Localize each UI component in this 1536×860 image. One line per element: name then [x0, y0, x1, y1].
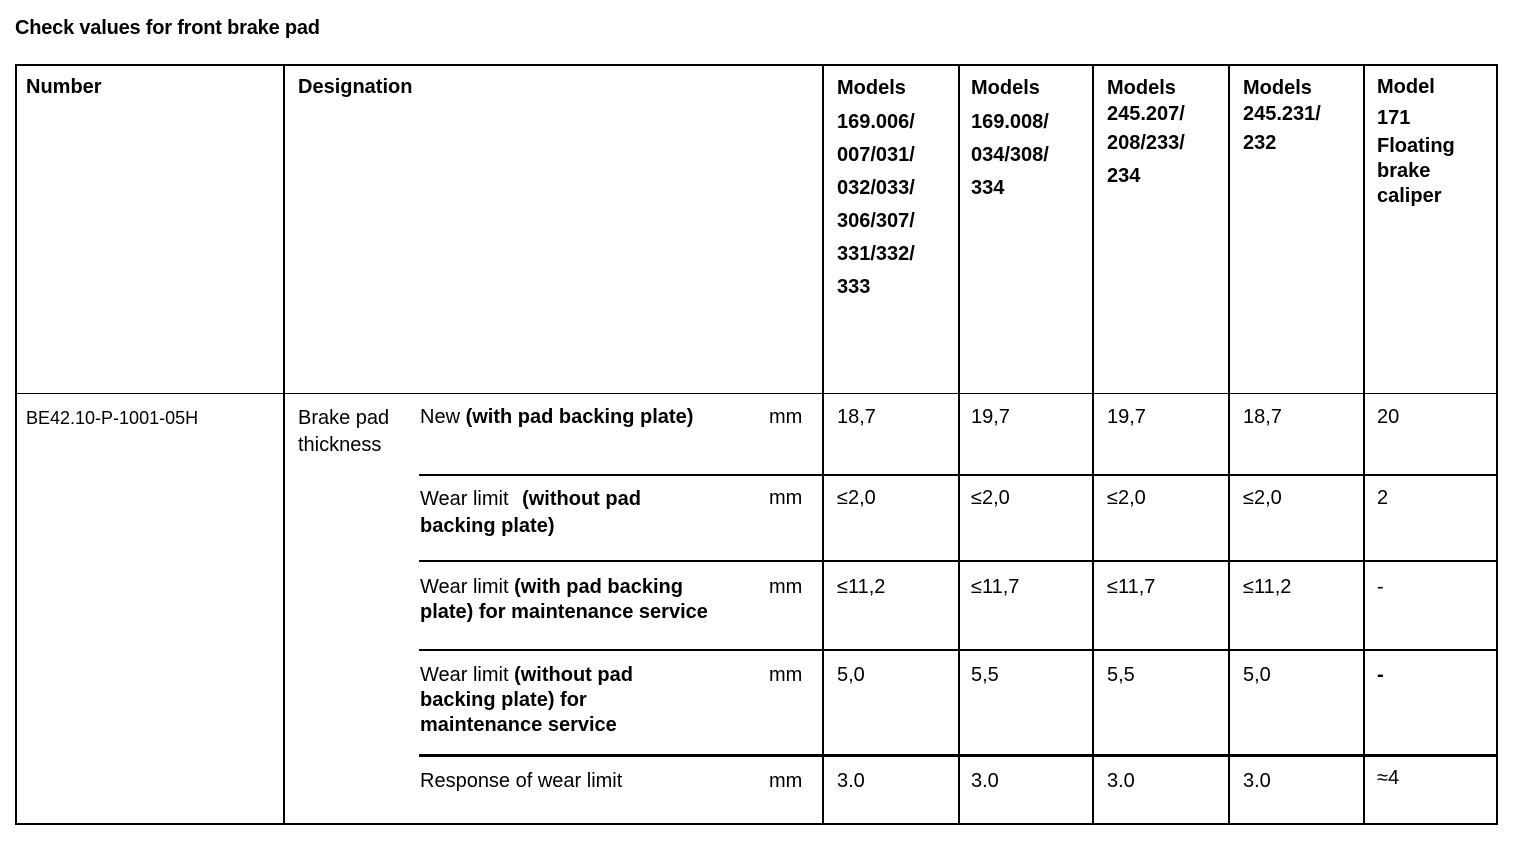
row-value: 19,7: [1107, 406, 1146, 428]
row-label-bold: (without pad: [514, 664, 633, 686]
row-value: 2: [1377, 487, 1389, 509]
row-label-bold: (with pad backing: [514, 576, 683, 598]
row-value: ≤2,0: [837, 487, 876, 509]
model-code: 245.207/: [1107, 103, 1185, 125]
header-designation: Designation: [298, 76, 413, 98]
page-title: Check values for front brake pad: [15, 17, 320, 39]
row-value: ≤2,0: [971, 487, 1010, 509]
header-model-label: Models: [1243, 77, 1312, 99]
designation-line: Brake pad: [298, 407, 390, 429]
divider: [15, 393, 1498, 394]
model-code: 169.008/: [971, 111, 1049, 133]
row-label-line: maintenance service: [420, 714, 617, 736]
model-code: brake: [1377, 160, 1431, 182]
model-code: 007/031/: [837, 144, 915, 166]
row-label: [420, 663, 633, 738]
row-value: -: [1377, 664, 1384, 686]
row-unit: mm: [769, 664, 803, 686]
divider: [958, 64, 960, 825]
row-unit: mm: [769, 770, 803, 792]
row-value: ≈4: [1377, 767, 1400, 789]
divider: [1363, 64, 1365, 825]
row-value: 18,7: [1243, 406, 1282, 428]
row-value: 3.0: [971, 770, 999, 792]
check-values-table: [15, 64, 1498, 825]
row-label: [420, 405, 693, 430]
row-label-line: backing plate): [420, 515, 555, 537]
model-code: 245.231/: [1243, 103, 1321, 125]
header-model-2: [971, 75, 1049, 205]
model-code: 171: [1377, 107, 1411, 129]
row-label: [420, 575, 708, 625]
row-unit: mm: [769, 487, 803, 509]
row-value: ≤2,0: [1107, 487, 1146, 509]
model-code: Floating: [1377, 135, 1455, 157]
row-label: Response of wear limit: [420, 770, 623, 792]
row-label: [420, 486, 641, 540]
model-code: 234: [1107, 165, 1141, 187]
row-value: ≤11,7: [1107, 576, 1156, 598]
divider: [419, 649, 1498, 651]
model-code: 334: [971, 177, 1005, 199]
divider: [419, 474, 1498, 476]
row-value: -: [1377, 576, 1384, 598]
row-value: 5,5: [971, 664, 999, 686]
designation-line: thickness: [298, 434, 382, 456]
row-label-line: plate) for maintenance service: [420, 601, 708, 623]
model-code: 306/307/: [837, 210, 915, 232]
row-label-plain: Wear limit: [420, 576, 515, 598]
row-label-line: backing plate) for: [420, 689, 587, 711]
row-value: ≤11,2: [1243, 576, 1292, 598]
row-value: 5,0: [1243, 664, 1271, 686]
row-value: ≤11,7: [971, 576, 1020, 598]
header-number: Number: [26, 76, 102, 98]
row-value: 3.0: [837, 770, 865, 792]
header-model-label: Model: [1377, 76, 1435, 98]
row-value: 20: [1377, 406, 1400, 428]
row-unit: mm: [769, 406, 803, 428]
header-model-1: [837, 75, 915, 304]
row-value: 18,7: [837, 406, 876, 428]
model-code: 032/033/: [837, 177, 915, 199]
header-model-label: Models: [837, 77, 906, 99]
divider: [822, 64, 824, 825]
row-value: ≤11,2: [837, 576, 886, 598]
row-value: 5,5: [1107, 664, 1135, 686]
header-model-4: [1243, 75, 1321, 160]
model-code: 034/308/: [971, 144, 1049, 166]
row-value: ≤2,0: [1243, 487, 1282, 509]
model-code: 333: [837, 276, 871, 298]
row-label-bold: (with pad backing plate): [465, 406, 694, 428]
row-label-plain: Wear limit: [420, 664, 515, 686]
designation-label: [298, 405, 389, 459]
model-code: 331/332/: [837, 243, 915, 265]
row-value: 5,0: [837, 664, 865, 686]
row-value: 3.0: [1243, 770, 1271, 792]
model-code: 208/233/: [1107, 132, 1185, 154]
model-code: 169.006/: [837, 111, 915, 133]
row-value: 19,7: [971, 406, 1010, 428]
row-label-plain: Wear limit: [420, 488, 515, 510]
document-number: BE42.10-P-1001-05H: [26, 408, 199, 428]
row-unit: mm: [769, 576, 803, 598]
row-value: 3.0: [1107, 770, 1135, 792]
header-model-label: Models: [971, 77, 1040, 99]
divider: [1228, 64, 1230, 825]
model-code: 232: [1243, 132, 1277, 154]
header-model-3: [1107, 75, 1185, 193]
header-model-label: Models: [1107, 77, 1176, 99]
divider: [419, 560, 1498, 562]
model-code: caliper: [1377, 185, 1442, 207]
divider: [283, 64, 285, 825]
row-label-bold: (without pad: [522, 488, 641, 510]
divider: [1092, 64, 1094, 825]
row-label-plain: New: [420, 406, 466, 428]
divider: [419, 754, 1498, 757]
header-model-5: [1377, 75, 1455, 209]
